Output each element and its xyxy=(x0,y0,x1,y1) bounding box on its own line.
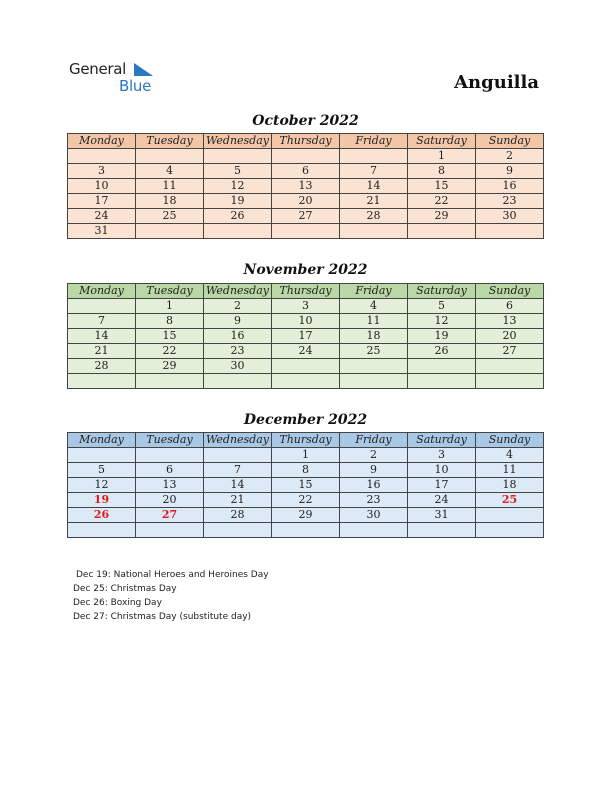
weekday-header: Saturday xyxy=(408,134,476,149)
week-row xyxy=(68,374,544,389)
day-cell: 8 xyxy=(272,463,340,478)
day-cell: 14 xyxy=(68,329,136,344)
week-row xyxy=(68,463,544,478)
day-cell: 19 xyxy=(408,329,476,344)
day-cell xyxy=(68,523,136,538)
day-cell: 16 xyxy=(204,329,272,344)
day-cell xyxy=(204,448,272,463)
day-cell: 26 xyxy=(408,344,476,359)
day-cell: 17 xyxy=(272,329,340,344)
day-cell xyxy=(476,523,544,538)
day-cell: 25 xyxy=(340,344,408,359)
weekday-header: Wednesday xyxy=(204,134,272,149)
day-cell: 18 xyxy=(136,194,204,209)
day-cell: 19 xyxy=(204,194,272,209)
holiday-note: Dec 26: Boxing Day xyxy=(73,598,162,608)
day-cell xyxy=(68,149,136,164)
day-cell: 3 xyxy=(408,448,476,463)
weekday-header: Wednesday xyxy=(204,284,272,299)
day-cell: 22 xyxy=(136,344,204,359)
day-cell: 11 xyxy=(476,463,544,478)
day-cell: 6 xyxy=(272,164,340,179)
week-row xyxy=(68,149,544,164)
day-cell: 10 xyxy=(408,463,476,478)
day-cell xyxy=(340,149,408,164)
day-cell xyxy=(136,523,204,538)
day-cell xyxy=(408,374,476,389)
day-cell: 7 xyxy=(204,463,272,478)
week-row xyxy=(68,359,544,374)
day-cell xyxy=(476,508,544,523)
day-cell: 5 xyxy=(68,463,136,478)
country-title: Anguilla xyxy=(454,72,539,93)
holiday-note: Dec 19: National Heroes and Heroines Day xyxy=(76,570,269,580)
holiday-day-cell: 27 xyxy=(136,508,204,523)
day-cell: 26 xyxy=(204,209,272,224)
day-cell xyxy=(476,359,544,374)
day-cell: 17 xyxy=(408,478,476,493)
day-cell xyxy=(136,149,204,164)
calendar-december xyxy=(67,432,544,538)
weekday-header: Monday xyxy=(68,134,136,149)
weekday-header: Tuesday xyxy=(136,284,204,299)
day-cell xyxy=(136,374,204,389)
day-cell: 6 xyxy=(476,299,544,314)
day-cell: 21 xyxy=(68,344,136,359)
day-cell: 23 xyxy=(340,493,408,508)
day-cell: 4 xyxy=(476,448,544,463)
day-cell xyxy=(204,374,272,389)
day-cell: 10 xyxy=(272,314,340,329)
day-cell: 21 xyxy=(340,194,408,209)
day-cell xyxy=(272,374,340,389)
holiday-day-cell: 25 xyxy=(476,493,544,508)
day-cell: 4 xyxy=(136,164,204,179)
day-cell: 22 xyxy=(408,194,476,209)
week-row xyxy=(68,299,544,314)
day-cell: 20 xyxy=(272,194,340,209)
general-blue-logo xyxy=(69,60,164,96)
day-cell: 18 xyxy=(476,478,544,493)
week-row xyxy=(68,209,544,224)
day-cell: 5 xyxy=(204,164,272,179)
day-cell: 24 xyxy=(408,493,476,508)
day-cell: 29 xyxy=(272,508,340,523)
day-cell: 9 xyxy=(204,314,272,329)
weekday-header: Friday xyxy=(340,284,408,299)
holiday-day-cell: 19 xyxy=(68,493,136,508)
day-cell: 16 xyxy=(476,179,544,194)
day-cell xyxy=(272,359,340,374)
weekday-header: Tuesday xyxy=(136,433,204,448)
holiday-note: Dec 27: Christmas Day (substitute day) xyxy=(73,612,252,622)
day-cell: 25 xyxy=(136,209,204,224)
weekday-header: Friday xyxy=(340,134,408,149)
day-cell xyxy=(136,448,204,463)
day-cell: 15 xyxy=(272,478,340,493)
day-cell: 10 xyxy=(68,179,136,194)
week-row xyxy=(68,344,544,359)
weekday-header: Tuesday xyxy=(136,134,204,149)
day-cell: 31 xyxy=(408,508,476,523)
day-cell: 13 xyxy=(272,179,340,194)
day-cell xyxy=(476,224,544,239)
day-cell: 11 xyxy=(340,314,408,329)
week-row xyxy=(68,448,544,463)
week-row xyxy=(68,523,544,538)
day-cell xyxy=(408,359,476,374)
day-cell: 4 xyxy=(340,299,408,314)
day-cell: 30 xyxy=(476,209,544,224)
weekday-header-row xyxy=(68,284,544,299)
week-row xyxy=(68,314,544,329)
day-cell: 12 xyxy=(408,314,476,329)
week-row xyxy=(68,478,544,493)
week-row xyxy=(68,194,544,209)
day-cell: 2 xyxy=(204,299,272,314)
day-cell xyxy=(340,374,408,389)
week-row xyxy=(68,508,544,523)
day-cell xyxy=(272,149,340,164)
day-cell: 12 xyxy=(68,478,136,493)
weekday-header: Saturday xyxy=(408,433,476,448)
month-title-october: October 2022 xyxy=(252,113,359,129)
day-cell: 7 xyxy=(340,164,408,179)
day-cell: 13 xyxy=(476,314,544,329)
day-cell: 27 xyxy=(476,344,544,359)
week-row xyxy=(68,164,544,179)
weekday-header: Sunday xyxy=(476,134,544,149)
day-cell: 1 xyxy=(408,149,476,164)
day-cell: 8 xyxy=(408,164,476,179)
logo-text-general: General xyxy=(69,60,127,78)
holiday-notes xyxy=(73,568,269,624)
day-cell: 20 xyxy=(476,329,544,344)
week-row xyxy=(68,493,544,508)
weekday-header: Thursday xyxy=(272,433,340,448)
weekday-header-row xyxy=(68,433,544,448)
day-cell: 15 xyxy=(136,329,204,344)
day-cell: 11 xyxy=(136,179,204,194)
day-cell: 21 xyxy=(204,493,272,508)
day-cell xyxy=(136,224,204,239)
weekday-header: Wednesday xyxy=(204,433,272,448)
day-cell: 30 xyxy=(204,359,272,374)
day-cell xyxy=(272,224,340,239)
day-cell xyxy=(476,374,544,389)
day-cell: 16 xyxy=(340,478,408,493)
day-cell: 9 xyxy=(340,463,408,478)
day-cell: 6 xyxy=(136,463,204,478)
week-row xyxy=(68,224,544,239)
day-cell: 14 xyxy=(340,179,408,194)
day-cell: 2 xyxy=(476,149,544,164)
day-cell: 8 xyxy=(136,314,204,329)
weekday-header: Sunday xyxy=(476,284,544,299)
weekday-header-row xyxy=(68,134,544,149)
weekday-header: Thursday xyxy=(272,284,340,299)
month-title-december: December 2022 xyxy=(243,412,368,428)
day-cell xyxy=(68,299,136,314)
day-cell: 22 xyxy=(272,493,340,508)
day-cell: 7 xyxy=(68,314,136,329)
day-cell: 15 xyxy=(408,179,476,194)
day-cell: 1 xyxy=(136,299,204,314)
day-cell: 29 xyxy=(408,209,476,224)
day-cell: 12 xyxy=(204,179,272,194)
day-cell: 28 xyxy=(68,359,136,374)
week-row xyxy=(68,329,544,344)
calendar-october xyxy=(67,133,544,239)
day-cell: 24 xyxy=(68,209,136,224)
week-row xyxy=(68,179,544,194)
day-cell: 28 xyxy=(340,209,408,224)
day-cell xyxy=(272,523,340,538)
day-cell: 5 xyxy=(408,299,476,314)
day-cell xyxy=(340,224,408,239)
day-cell: 24 xyxy=(272,344,340,359)
logo-triangle-icon xyxy=(134,63,154,77)
weekday-header: Monday xyxy=(68,433,136,448)
day-cell xyxy=(340,523,408,538)
weekday-header: Sunday xyxy=(476,433,544,448)
calendar-november xyxy=(67,283,544,389)
day-cell xyxy=(68,374,136,389)
day-cell xyxy=(204,224,272,239)
day-cell xyxy=(408,224,476,239)
holiday-day-cell: 26 xyxy=(68,508,136,523)
weekday-header: Friday xyxy=(340,433,408,448)
day-cell: 23 xyxy=(476,194,544,209)
weekday-header: Saturday xyxy=(408,284,476,299)
day-cell: 13 xyxy=(136,478,204,493)
day-cell: 2 xyxy=(340,448,408,463)
day-cell xyxy=(408,523,476,538)
day-cell: 30 xyxy=(340,508,408,523)
day-cell: 17 xyxy=(68,194,136,209)
day-cell: 9 xyxy=(476,164,544,179)
day-cell: 14 xyxy=(204,478,272,493)
day-cell: 3 xyxy=(272,299,340,314)
day-cell: 18 xyxy=(340,329,408,344)
day-cell xyxy=(340,359,408,374)
day-cell: 27 xyxy=(272,209,340,224)
day-cell xyxy=(204,149,272,164)
day-cell: 28 xyxy=(204,508,272,523)
day-cell: 29 xyxy=(136,359,204,374)
day-cell: 23 xyxy=(204,344,272,359)
weekday-header: Monday xyxy=(68,284,136,299)
day-cell: 3 xyxy=(68,164,136,179)
day-cell: 1 xyxy=(272,448,340,463)
month-title-november: November 2022 xyxy=(243,262,368,278)
day-cell: 31 xyxy=(68,224,136,239)
day-cell: 20 xyxy=(136,493,204,508)
day-cell xyxy=(68,448,136,463)
logo-text-blue: Blue xyxy=(119,77,151,95)
day-cell xyxy=(204,523,272,538)
holiday-note: Dec 25: Christmas Day xyxy=(73,584,177,594)
weekday-header: Thursday xyxy=(272,134,340,149)
